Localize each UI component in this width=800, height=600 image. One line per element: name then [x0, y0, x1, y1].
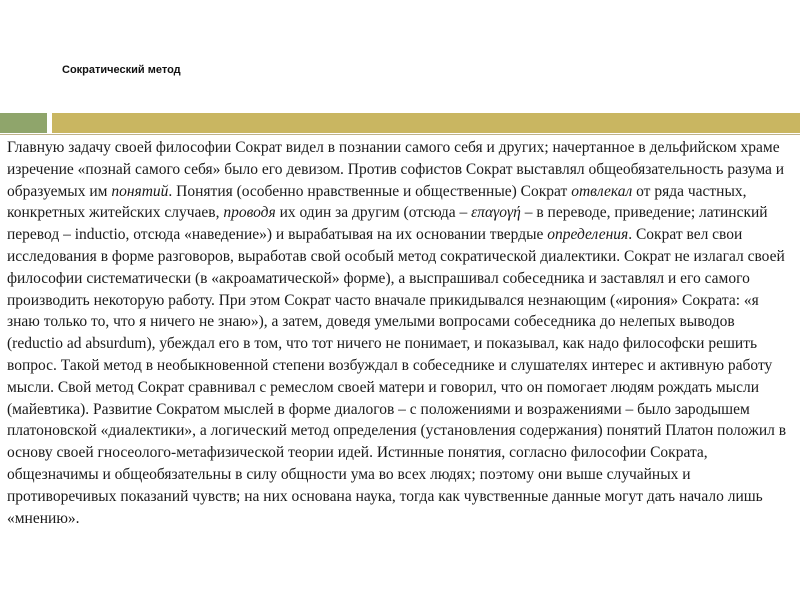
body-text-italic: отвлекал	[571, 182, 633, 200]
body-text-italic: понятий	[111, 182, 169, 200]
body-text-segment: от ряда частных, конкретных житейских случаев,	[7, 182, 747, 222]
body-text-italic: проводя	[223, 204, 276, 222]
body-text-segment: Главную задачу своей философии Сократ видел в познании самого себя и других; начертанное в дельфийском храме изречение «познай самого себя» было его девизом. Против софистов Сократ выставлял общеобязательность разума и образуемых им	[7, 139, 785, 200]
body-text-italic: επαγογή	[471, 204, 521, 222]
accent-divider-line	[0, 134, 800, 135]
body-paragraph	[7, 137, 793, 529]
accent-bar-green	[0, 113, 47, 133]
body-text-segment: . Сократ вел свои исследования в форме разговоров, выработав свой особый метод сократической диалектики. Сократ не излагал своей философии систематически (в «акроаматической» форме), а выспрашивал собеседника и заставлял и его самого производить некоторую работу. При этом Сократ часто вначале прикидывался незнающим («ирония» Сократа: «я знаю только то, что я ничего не знаю»), а затем, доведя умелыми вопросами собеседника до нелепых выводов (reductio ad absurdum), убеждал его в том, что тот ничего не понимает, и показывал, как надо философски решить вопрос. Такой метод в необыкновенной степени возбуждал в собеседнике и слушателях интерес и активную работу мысли. Свой метод Сократ сравнивал с ремеслом своей матери и говорил, что он помогает людям рождать мысли (майевтика). Развитие Сократом мыслей в форме диалогов – с положениями и возражениями – было зародышем платоновской «диалектики», а логический метод определения (установления содержания) понятий Платон положил в основу своей гносеолого-метафизической теории идей. Истинные понятия, согласно философии Сократа, общезначимы и общеобязательны в силу общности ума во всех людях; поэтому они выше случайных и противоречивых показаний чувств; на них основана наука, тогда как чувственные данные могут дать начало лишь «мнению».	[7, 226, 787, 527]
slide-title: Сократический метод	[62, 64, 181, 76]
body-text-italic: определения	[547, 226, 629, 244]
body-text-segment: их один за другим (отсюда –	[275, 204, 472, 222]
body-text-segment: . Понятия (особенно нравственные и общественные) Сократ	[168, 182, 572, 200]
accent-bar-gold	[52, 113, 800, 133]
body-text-segment: – в переводе, приведение; латинский перевод – inductio, отсюда «наведение») и вырабатывая на их основании твердые	[7, 204, 768, 244]
